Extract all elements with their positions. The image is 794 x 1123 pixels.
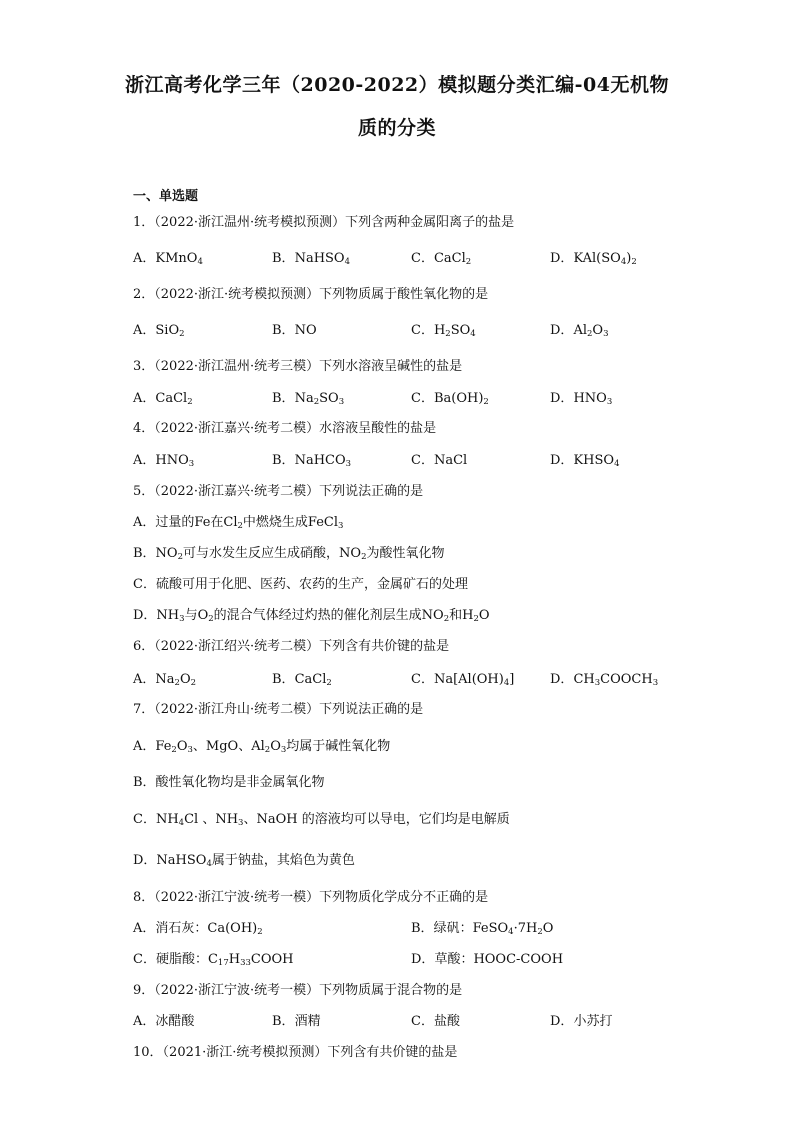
q6-option-c[interactable]: C．$Na[Al(OH)_4]$ (411, 672, 515, 688)
question-9-stem: 9．（2022·浙江宁波·统考一模）下列物质属于混合物的是 (133, 983, 463, 998)
q7-option-a[interactable]: A．$Fe_2O_3$、MgO、$Al_2O_3$均属于碱性氧化物 (133, 739, 391, 755)
q1-option-d[interactable]: D．$KAl(SO_4)_2$ (550, 251, 637, 267)
q3-option-d[interactable]: D．$HNO_3$ (550, 391, 613, 407)
q8-option-c[interactable]: C．硬脂酸：$C_{17}H_{33}COOH$ (133, 952, 294, 968)
q1-option-a[interactable]: A．KMnO$_4$ (133, 251, 203, 267)
section-heading: 一、单选题 (133, 189, 199, 204)
q9-option-c[interactable]: C．盐酸 (411, 1014, 460, 1029)
q4-option-d[interactable]: D．$KHSO_4$ (550, 453, 620, 469)
question-4-stem: 4．（2022·浙江嘉兴·统考二模）水溶液呈酸性的盐是 (133, 421, 437, 436)
q3-option-a[interactable]: A．CaCl$_2$ (133, 391, 193, 407)
question-5-stem: 5．（2022·浙江嘉兴·统考二模）下列说法正确的是 (133, 484, 424, 499)
q1-option-b[interactable]: B．NaHSO$_4$ (272, 251, 351, 267)
q2-option-a[interactable]: A．SiO$_2$ (133, 323, 185, 339)
q2-option-d[interactable]: D．$Al_2O_3$ (550, 323, 609, 339)
q4-option-a[interactable]: A．$HNO_3$ (133, 453, 195, 469)
q1-option-c[interactable]: C．CaCl$_2$ (411, 251, 472, 267)
q9-option-a[interactable]: A．冰醋酸 (133, 1014, 195, 1029)
q9-option-d[interactable]: D．小苏打 (550, 1014, 613, 1029)
q2-option-b[interactable]: B．NO (272, 323, 317, 338)
document-title-line2: 质的分类 (357, 117, 436, 139)
q3-option-c[interactable]: C．$Ba(OH)_2$ (411, 391, 489, 407)
question-7-stem: 7．（2022·浙江舟山·统考二模）下列说法正确的是 (133, 702, 424, 717)
q5-option-c[interactable]: C．硫酸可用于化肥、医药、农药的生产，金属矿石的处理 (133, 577, 468, 592)
q5-option-a[interactable]: A．过量的Fe在$Cl_2$中燃烧生成FeCl$_3$ (133, 515, 344, 531)
question-1-stem: 1．（2022·浙江温州·统考模拟预测）下列含两种金属阳离子的盐是 (133, 215, 515, 230)
q9-option-b[interactable]: B．酒精 (272, 1014, 321, 1029)
q2-option-c[interactable]: C．$H_2SO_4$ (411, 323, 476, 339)
question-2-stem: 2．（2022·浙江·统考模拟预测）下列物质属于酸性氧化物的是 (133, 287, 489, 302)
q5-option-d[interactable]: D．$NH_3$与$O_2$的混合气体经过灼热的催化剂层生成$NO_2$和$H_2O$ (133, 608, 490, 624)
q6-option-d[interactable]: D．$CH_3COOCH_3$ (550, 672, 659, 688)
document-title-line1: 浙江高考化学三年（2020-2022）模拟题分类汇编-04无机物 (125, 74, 669, 96)
q8-option-b[interactable]: B．绿矾：$FeSO_4\cdot 7H_2O$ (411, 921, 554, 937)
question-6-stem: 6．（2022·浙江绍兴·统考二模）下列含有共价键的盐是 (133, 639, 450, 654)
q4-option-b[interactable]: B．NaHCO$_3$ (272, 453, 352, 469)
q6-option-b[interactable]: B．CaCl$_2$ (272, 672, 332, 688)
q3-option-b[interactable]: B．$Na_2SO_3$ (272, 391, 345, 407)
q4-option-c[interactable]: C．NaCl (411, 453, 468, 468)
question-8-stem: 8．（2022·浙江宁波·统考一模）下列物质化学成分不正确的是 (133, 890, 489, 905)
q7-option-b[interactable]: B．酸性氧化物均是非金属氧化物 (133, 775, 325, 790)
question-3-stem: 3．（2022·浙江温州·统考三模）下列水溶液呈碱性的盐是 (133, 359, 463, 374)
q5-option-b[interactable]: B．$NO_2$可与水发生反应生成硝酸，$NO_2$为酸性氧化物 (133, 546, 445, 562)
q8-option-a[interactable]: A．消石灰：$Ca(OH)_2$ (133, 921, 263, 937)
q7-option-c[interactable]: C．$NH_4Cl$ 、$NH_3$、NaOH 的溶液均可以导电，它们均是电解质 (133, 812, 510, 828)
q6-option-a[interactable]: A．$Na_2O_2$ (133, 672, 197, 688)
q8-option-d[interactable]: D．草酸：HOOC-COOH (411, 952, 564, 967)
q7-option-d[interactable]: D．NaHSO$_4$属于钠盐，其焰色为黄色 (133, 853, 355, 869)
question-10-stem: 10．（2021·浙江·统考模拟预测）下列含有共价键的盐是 (133, 1045, 458, 1060)
